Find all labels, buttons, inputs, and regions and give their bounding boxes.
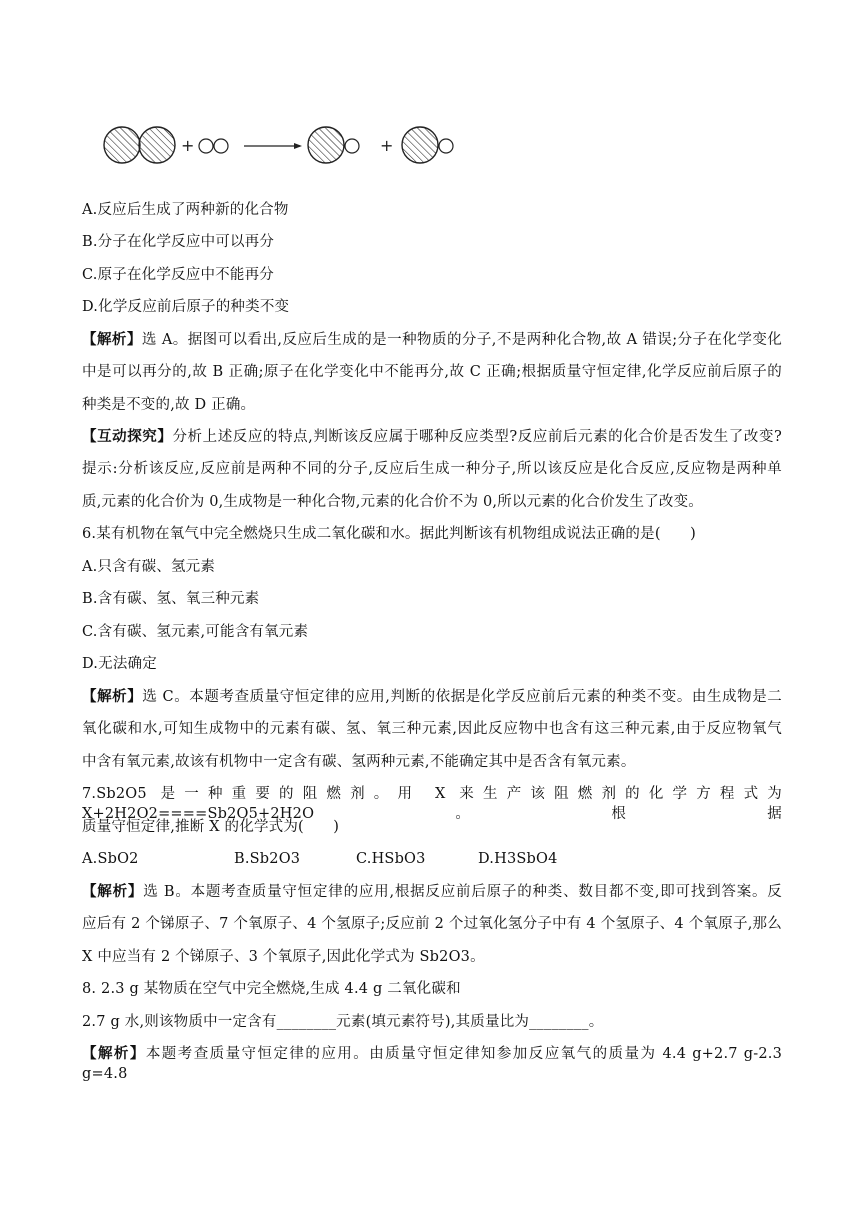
q6-option-a: A.只含有碳、氢元素 <box>82 559 216 575</box>
q7-analysis-line: X 中应当有 2 个锑原子、3 个氧原子,因此化学式为 Sb2O3。 <box>82 949 485 965</box>
reactant-large-molecule <box>104 127 175 163</box>
q8-stem-line: 2.7 g 水,则该物质中一定含有________元素(填元素符号),其质量比为________。 <box>82 1014 604 1030</box>
analysis-tag: 【解析】 <box>82 331 142 348</box>
q7-option-c: C.HSbO3 <box>356 851 426 867</box>
q5-option-a: A.反应后生成了两种新的化合物 <box>82 202 289 218</box>
q5-analysis-line: 【解析】选 A。据图可以看出,反应后生成的是一种物质的分子,不是两种化合物,故 A 错误;分子在化学变化 <box>82 331 782 348</box>
q7-stem-line: 7.Sb2O5 是一种重要的阻燃剂。用 X 来生产该阻燃剂的化学方程式为 X+2H2O2====Sb2O5+2H2O。根据 <box>82 786 782 822</box>
q7-stem-line: 质量守恒定律,推断 X 的化学式为( ) <box>82 819 340 835</box>
q7-option-a: A.SbO2 <box>82 851 139 867</box>
q7-analysis-line: 应后有 2 个锑原子、7 个氧原子、4 个氢原子;反应前 2 个过氧化氢分子中有 4 个氢原子、4 个氧原子,那么 <box>82 916 782 932</box>
q7-analysis-line: 【解析】选 B。本题考查质量守恒定律的应用,根据反应前后原子的种类、数目都不变,即可找到答案。反 <box>82 883 782 900</box>
q6-stem: 6.某有机物在氧气中完全燃烧只生成二氧化碳和水。据此判断该有机物组成说法正确的是( ) <box>82 526 696 542</box>
q6-option-c: C.含有碳、氢元素,可能含有氧元素 <box>82 624 309 640</box>
q6-option-d: D.无法确定 <box>82 656 157 672</box>
q5-explore-line: 质,元素的化合价为 0,生成物是一种化合物,元素的化合价不为 0,所以元素的化合价发生了改变。 <box>82 494 704 510</box>
q5-option-d: D.化学反应前后原子的种类不变 <box>82 299 290 315</box>
q7-option-b: B.Sb2O3 <box>234 851 301 867</box>
analysis-tag: 【解析】 <box>82 883 144 900</box>
q7-option-d: D.H3SbO4 <box>478 851 558 867</box>
q5-analysis-line: 中是可以再分的,故 B 正确;原子在化学变化中不能再分,故 C 正确;根据质量守恒定律,化学反应前后原子的 <box>82 364 782 380</box>
reaction-diagram <box>100 122 460 168</box>
analysis-tag: 【解析】 <box>82 1045 146 1062</box>
reactant-small-molecule <box>199 139 228 153</box>
product-molecule-1 <box>308 127 359 163</box>
q8-analysis-line: 【解析】本题考查质量守恒定律的应用。由质量守恒定律知参加反应氧气的质量为 4.4 g+2.7 g-2.3 g=4.8 <box>82 1045 782 1082</box>
q5-option-b: B.分子在化学反应中可以再分 <box>82 234 275 250</box>
q5-analysis-line: 种类是不变的,故 D 正确。 <box>82 397 256 413</box>
q8-stem-line: 8. 2.3 g 某物质在空气中完全燃烧,生成 4.4 g 二氧化碳和 <box>82 981 461 997</box>
reaction-arrow <box>244 143 302 149</box>
q6-analysis-line: 【解析】选 C。本题考查质量守恒定律的应用,判断的依据是化学反应前后元素的种类不变。由生成物是二 <box>82 688 782 705</box>
q5-option-c: C.原子在化学反应中不能再分 <box>82 267 274 283</box>
q6-option-b: B.含有碳、氢、氧三种元素 <box>82 591 260 607</box>
q6-analysis-line: 中含有氧元素,故该有机物中一定含有碳、氢两种元素,不能确定其中是否含有氧元素。 <box>82 754 636 770</box>
q5-explore-line: 提示:分析该反应,反应前是两种不同的分子,反应后生成一种分子,所以该反应是化合反应,反应物是两种单 <box>82 461 782 477</box>
plus-sign: + <box>181 136 195 155</box>
q5-explore-line: 【互动探究】分析上述反应的特点,判断该反应属于哪种反应类型?反应前后元素的化合价是否发生了改变? <box>82 428 782 445</box>
q6-analysis-line: 氧化碳和水,可知生成物中的元素有碳、氢、氧三种元素,因此反应物中也含有这三种元素,由于反应物氧气 <box>82 721 782 737</box>
plus-sign: + <box>380 136 394 155</box>
analysis-tag: 【解析】 <box>82 688 143 705</box>
q7-options <box>82 849 782 869</box>
product-molecule-2 <box>402 127 453 163</box>
explore-tag: 【互动探究】 <box>82 428 173 445</box>
